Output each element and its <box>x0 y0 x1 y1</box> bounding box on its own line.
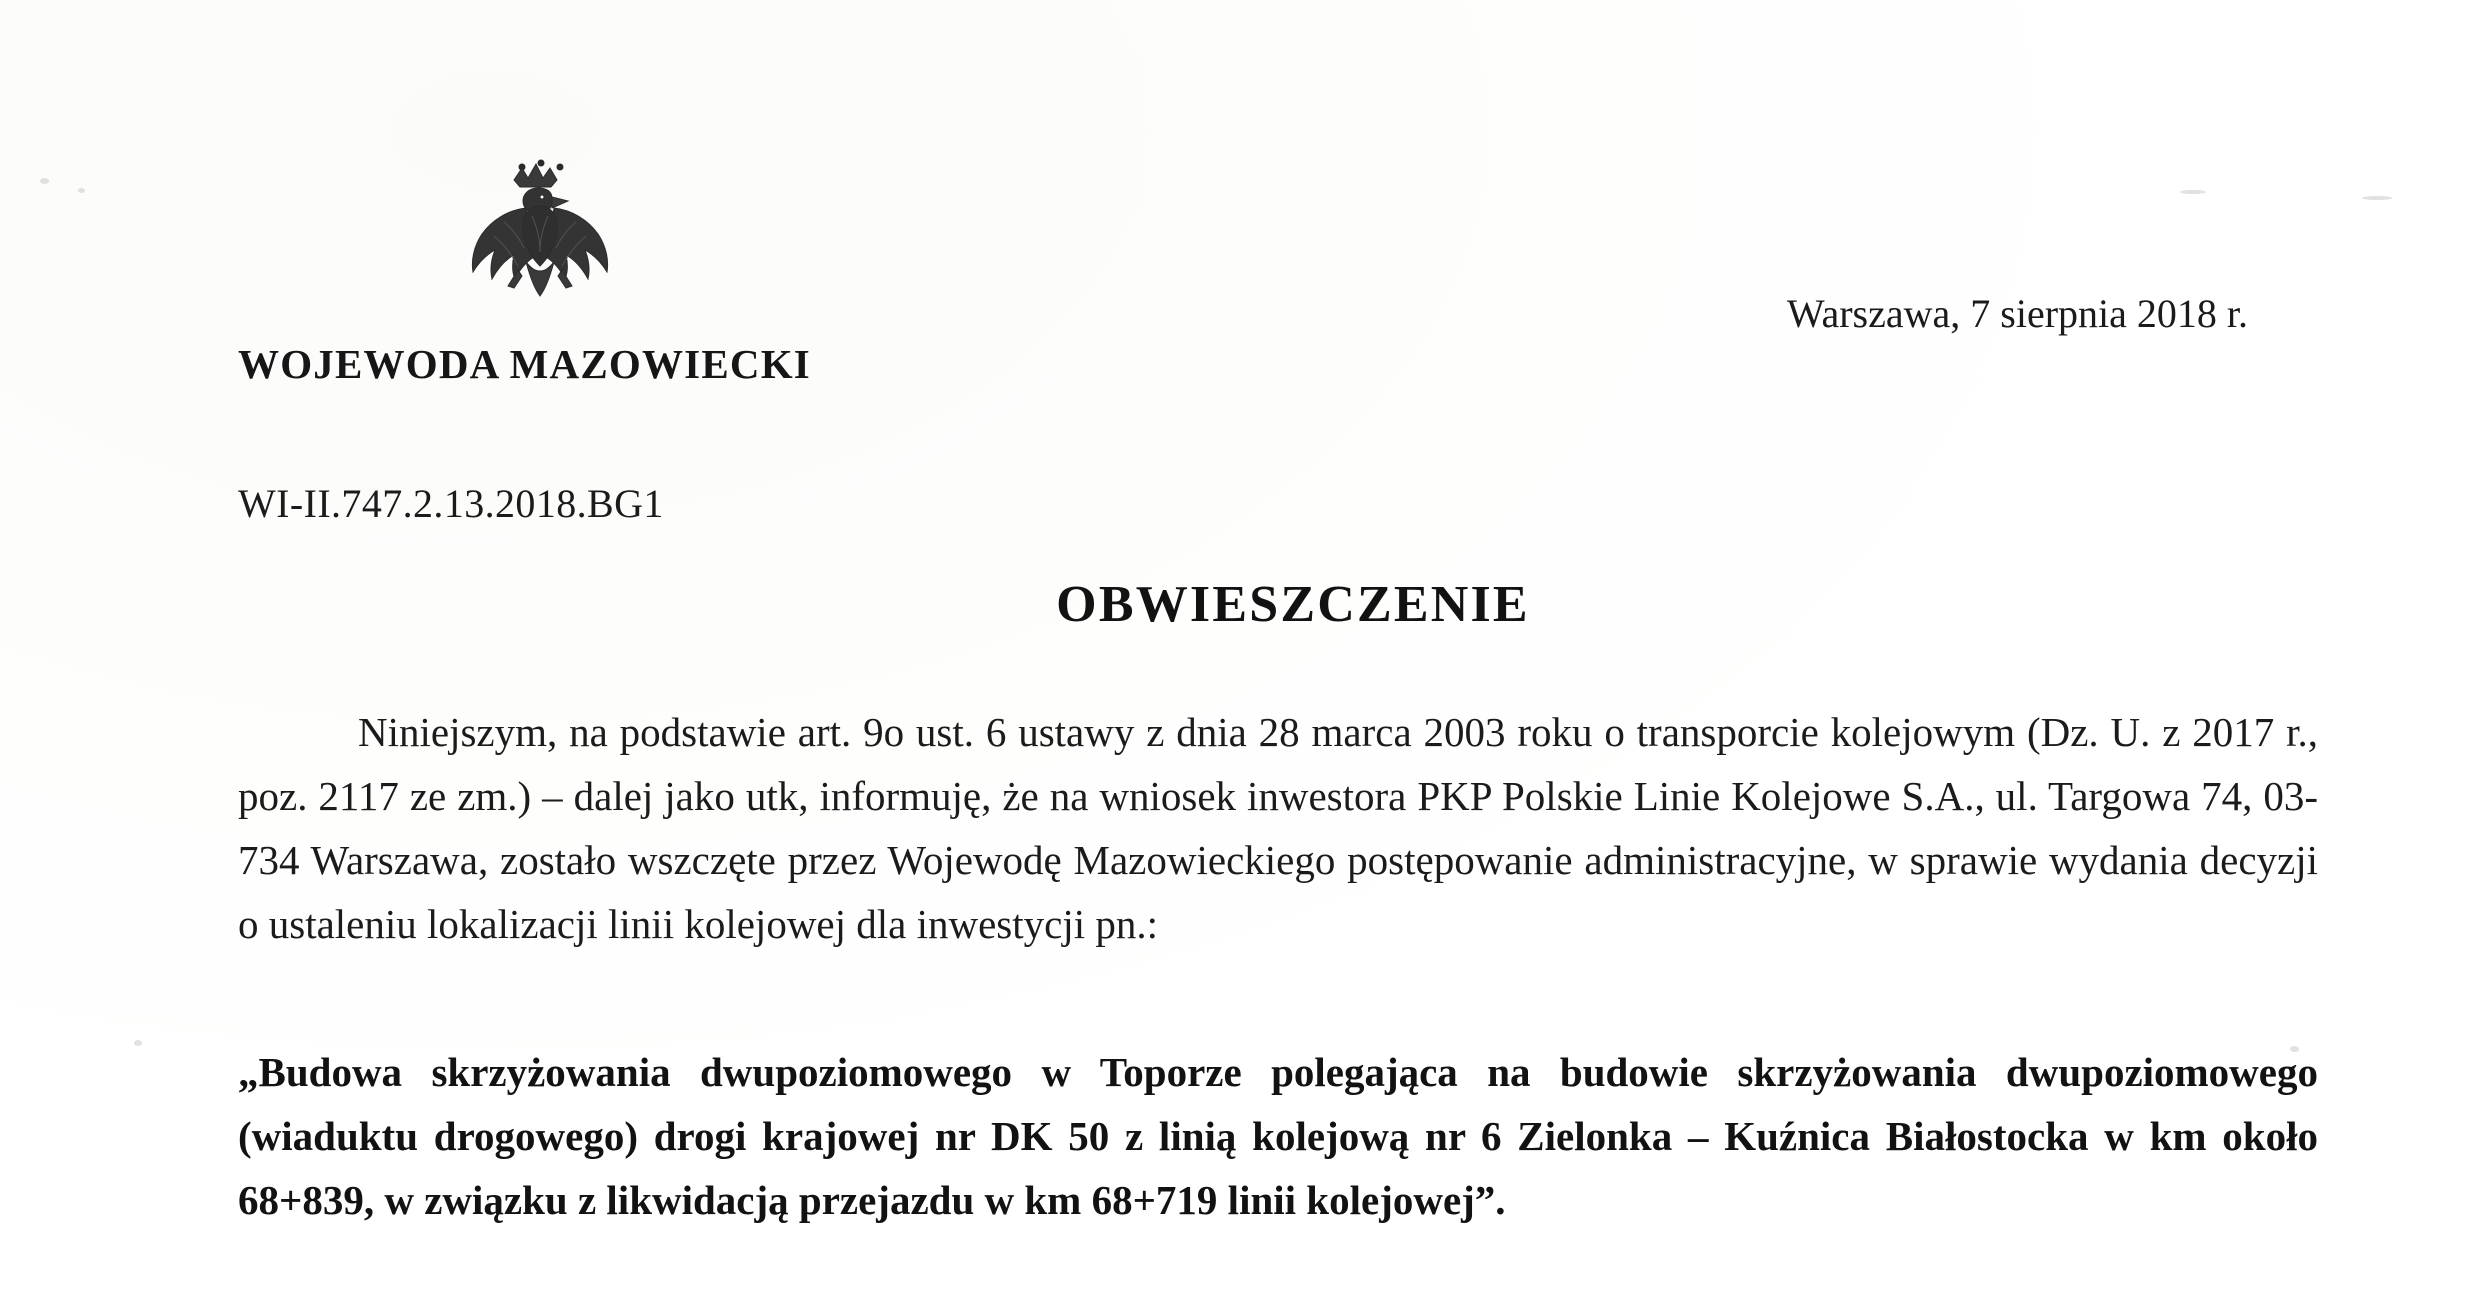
investment-title-block <box>238 1040 2318 1232</box>
scan-speck <box>2362 196 2392 200</box>
investment-title: „Budowa skrzyżowania dwupoziomowego w Toporze polegająca na budowie skrzyżowania dwupoziomowego (wiaduktu drogowego) drogi krajowej nr DK 50 z linią kolejową nr 6 Zielonka – Kuźnica Białostocka w km około 68+839, w związku z likwidacją przejazdu w km 68+719 linii kolejowej”. <box>238 1049 2318 1223</box>
document-header <box>238 0 2348 633</box>
place-and-date: Warszawa, 7 sierpnia 2018 r. <box>1786 291 2248 336</box>
body-text <box>238 700 2318 956</box>
page-title: OBWIESZCZENIE <box>1056 576 1530 633</box>
case-number: WI-II.747.2.13.2018.BG1 <box>238 481 664 526</box>
polish-eagle-emblem-icon <box>446 150 636 325</box>
authority-heading: WOJEWODA MAZOWIECKI <box>238 341 811 387</box>
document-content <box>238 0 2348 1305</box>
scan-speck <box>40 178 49 184</box>
body-paragraph: Niniejszym, na podstawie art. 9o ust. 6 ustawy z dnia 28 marca 2003 roku o transporcie kolejowym (Dz. U. z 2017 r., poz. 2117 ze zm.) – dalej jako utk, informuję, że na wniosek inwestora PKP Polskie Linie Kolejowe S.A., ul. Targowa 74, 03-734 Warszawa, zostało wszczęte przez Wojewodę Mazowieckiego postępowanie administracyjne, w sprawie wydania decyzji o ustaleniu lokalizacji linii kolejowej dla inwestycji pn.: <box>238 709 2318 947</box>
scan-speck <box>134 1040 142 1046</box>
scan-speck <box>78 188 85 193</box>
